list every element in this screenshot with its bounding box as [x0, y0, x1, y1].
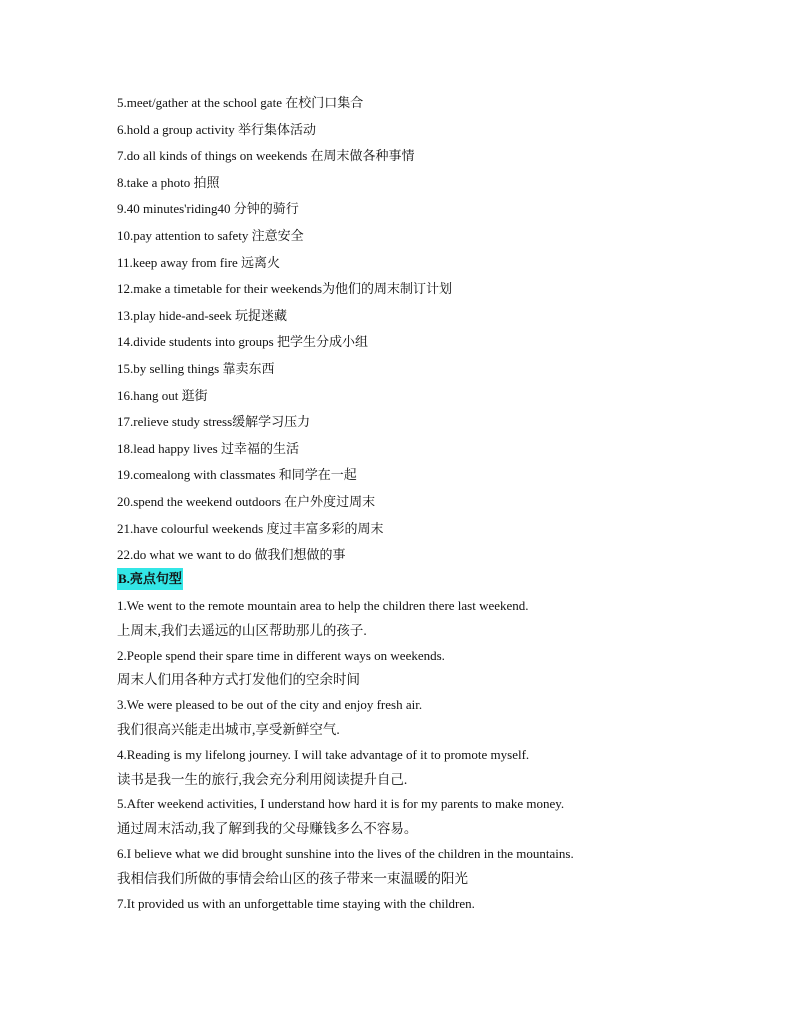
phrase-item: 22.do what we want to do 做我们想做的事 — [117, 547, 346, 563]
sentence-chinese: 我相信我们所做的事情会给山区的孩子带来一束温暖的阳光 — [117, 870, 468, 886]
sentence-english: 5.After weekend activities, I understand how hard it is for my parents to make money. — [117, 796, 565, 812]
phrase-item: 12.make a timetable for their weekends为他们的周末制订计划 — [117, 281, 453, 297]
sentence-english: 3.We were pleased to be out of the city and enjoy fresh air. — [117, 697, 423, 713]
phrase-item: 10.pay attention to safety 注意安全 — [117, 227, 304, 243]
sentence-english: 2.People spend their spare time in different ways on weekends. — [117, 647, 445, 663]
sentence-english: 4.Reading is my lifelong journey. I will take advantage of it to promote myself. — [117, 746, 530, 762]
phrase-item: 7.do all kinds of things on weekends 在周末做各种事情 — [117, 148, 415, 164]
phrase-item: 20.spend the weekend outdoors 在户外度过周末 — [117, 493, 376, 509]
sentence-list — [117, 594, 757, 916]
phrase-item: 18.lead happy lives 过幸福的生活 — [117, 440, 299, 456]
sentence-chinese: 读书是我一生的旅行,我会充分利用阅读提升自己. — [117, 771, 408, 787]
phrase-item: 21.have colourful weekends 度过丰富多彩的周末 — [117, 520, 384, 536]
sentence-english: 6.I believe what we did brought sunshine into the lives of the children in the mountains. — [117, 845, 574, 861]
sentence-chinese: 周末人们用各种方式打发他们的空余时间 — [117, 672, 360, 688]
phrase-item: 19.comealong with classmates 和同学在一起 — [117, 467, 357, 483]
phrase-item: 11.keep away from fire 远离火 — [117, 254, 281, 270]
phrase-item: 16.hang out 逛街 — [117, 387, 208, 403]
sentence-chinese: 通过周末活动,我了解到我的父母赚钱多么不容易。 — [117, 821, 418, 837]
sentence-english: 1.We went to the remote mountain area to help the children there last weekend. — [117, 598, 529, 613]
phrase-item: 14.divide students into groups 把学生分成小组 — [117, 334, 368, 350]
section-heading-key-sentences: B.亮点句型 — [117, 568, 183, 590]
phrase-item: 9.40 minutes'riding40 分钟的骑行 — [117, 201, 299, 217]
phrase-list — [117, 90, 737, 569]
sentence-chinese: 我们很高兴能走出城市,享受新鲜空气. — [117, 721, 340, 737]
phrase-item: 15.by selling things 靠卖东西 — [117, 360, 275, 376]
phrase-item: 17.relieve study stress缓解学习压力 — [117, 414, 311, 430]
phrase-item: 8.take a photo 拍照 — [117, 174, 220, 190]
sentence-english: 7.It provided us with an unforgettable time staying with the children. — [117, 895, 475, 911]
sentence-chinese: 上周末,我们去遥远的山区帮助那儿的孩子. — [117, 622, 367, 638]
phrase-item: 13.play hide-and-seek 玩捉迷藏 — [117, 307, 288, 323]
phrase-item: 6.hold a group activity 举行集体活动 — [117, 121, 316, 137]
phrase-item: 5.meet/gather at the school gate 在校门口集合 — [117, 95, 364, 110]
